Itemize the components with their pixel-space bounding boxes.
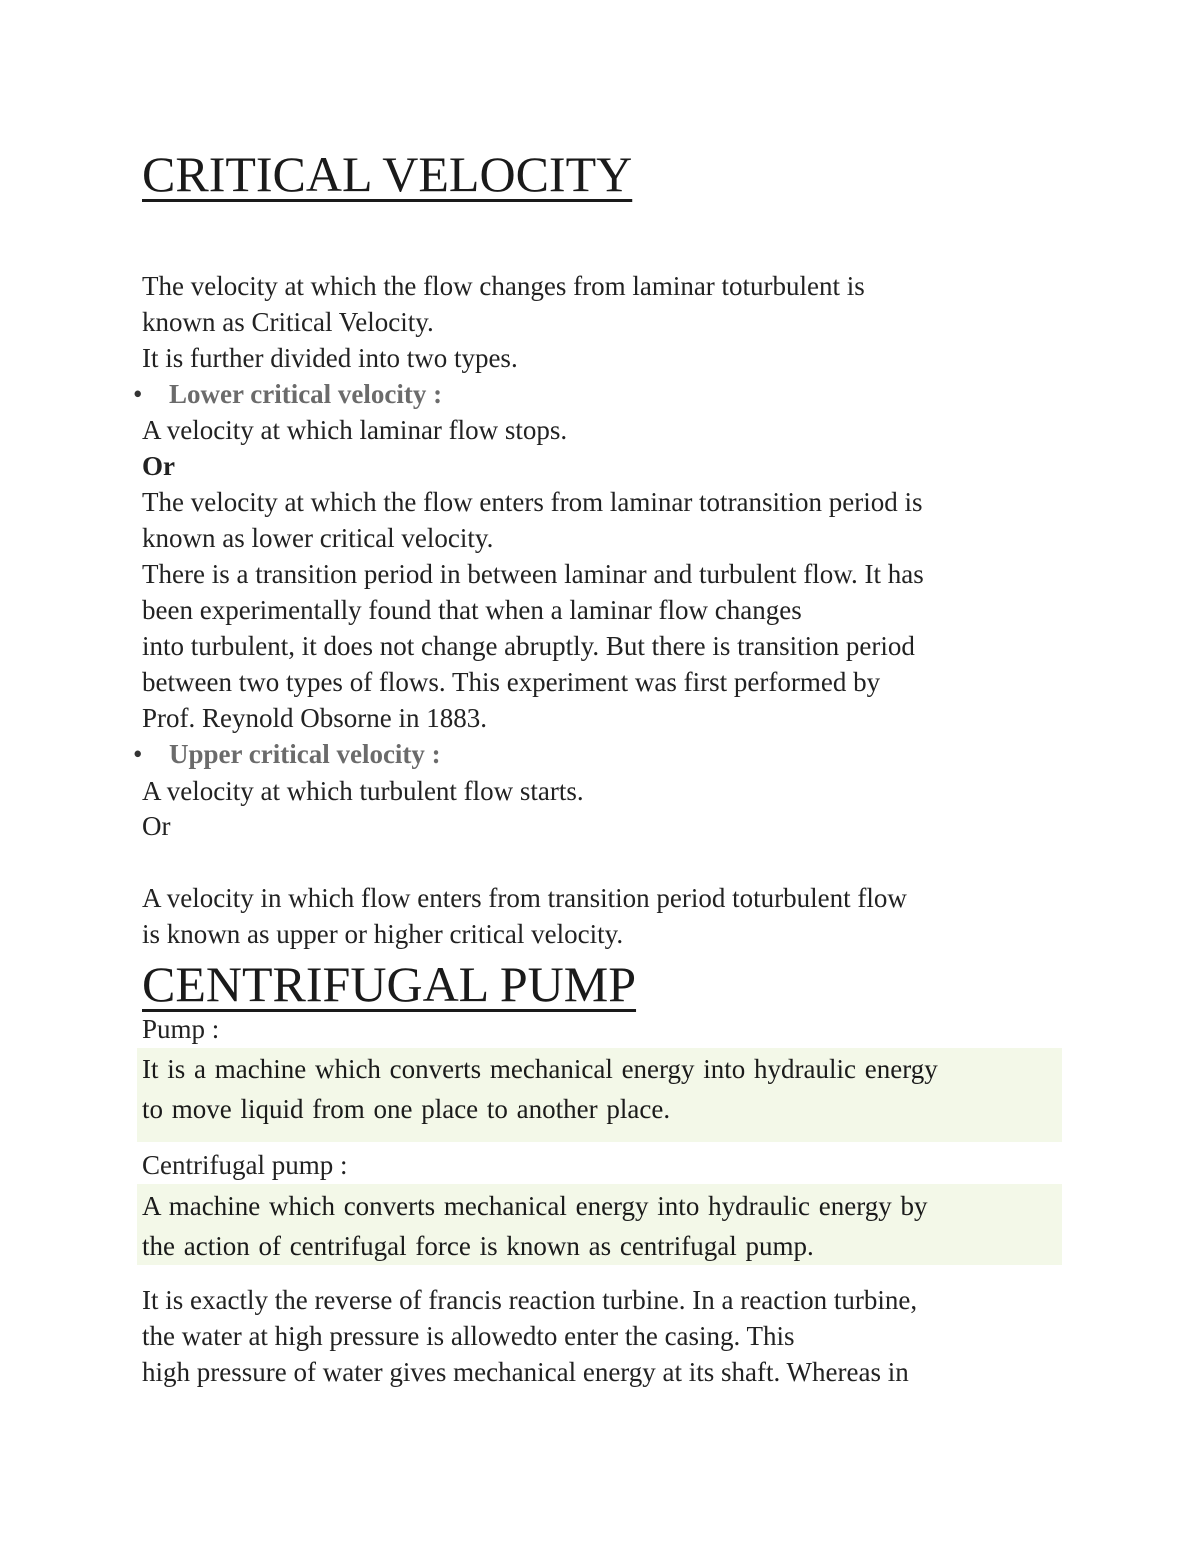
title-centrifugal-pump: CENTRIFUGAL PUMP — [142, 956, 637, 1012]
lower-definition: A velocity at which laminar flow stops. — [142, 415, 568, 445]
bullet-dot-icon: • — [133, 379, 143, 409]
lower-alt-line: The velocity at which the flow enters from laminar totransition period is — [142, 487, 923, 517]
upper-heading: Upper critical velocity : — [169, 739, 441, 769]
body-line: It is exactly the reverse of francis reaction turbine. In a reaction turbine, — [142, 1285, 918, 1315]
lower-alt-line: into turbulent, it does not change abruptly. But there is transition period — [142, 631, 915, 661]
upper-alt-line: is known as upper or higher critical velocity. — [142, 919, 624, 949]
centrifugal-pump-definition-line: A machine which converts mechanical energy into hydraulic energy by — [142, 1191, 928, 1221]
upper-alt-line: A velocity in which flow enters from transition period toturbulent flow — [142, 883, 907, 913]
bullet-dot-icon: • — [133, 739, 143, 769]
centrifugal-pump-definition-line: the action of centrifugal force is known as centrifugal pump. — [142, 1231, 814, 1261]
lower-alt-line: between two types of flows. This experiment was first performed by — [142, 667, 881, 697]
pump-definition-line: It is a machine which converts mechanical energy into hydraulic energy — [142, 1054, 938, 1084]
bullet-upper-critical-velocity — [133, 736, 441, 772]
definition-line: It is further divided into two types. — [142, 343, 518, 373]
lower-alt-line: known as lower critical velocity. — [142, 523, 494, 553]
definition-line: The velocity at which the flow changes from laminar toturbulent is — [142, 271, 865, 301]
lower-heading: Lower critical velocity : — [169, 379, 443, 409]
body-line: the water at high pressure is allowedto enter the casing. This — [142, 1321, 795, 1351]
centrifugal-pump-label: Centrifugal pump : — [142, 1150, 348, 1180]
lower-alt-line: There is a transition period in between laminar and turbulent flow. It has — [142, 559, 924, 589]
upper-definition: A velocity at which turbulent flow starts. — [142, 776, 584, 806]
bullet-lower-critical-velocity — [133, 376, 442, 412]
pump-label: Pump : — [142, 1014, 220, 1044]
or-separator: Or — [142, 451, 175, 481]
pump-definition-line: to move liquid from one place to another place. — [142, 1094, 671, 1124]
lower-alt-line: Prof. Reynold Obsorne in 1883. — [142, 703, 487, 733]
title-critical-velocity: CRITICAL VELOCITY — [142, 146, 633, 202]
lower-alt-line: been experimentally found that when a laminar flow changes — [142, 595, 802, 625]
body-line: high pressure of water gives mechanical energy at its shaft. Whereas in — [142, 1357, 909, 1387]
definition-line: known as Critical Velocity. — [142, 307, 434, 337]
or-separator: Or — [142, 811, 171, 841]
